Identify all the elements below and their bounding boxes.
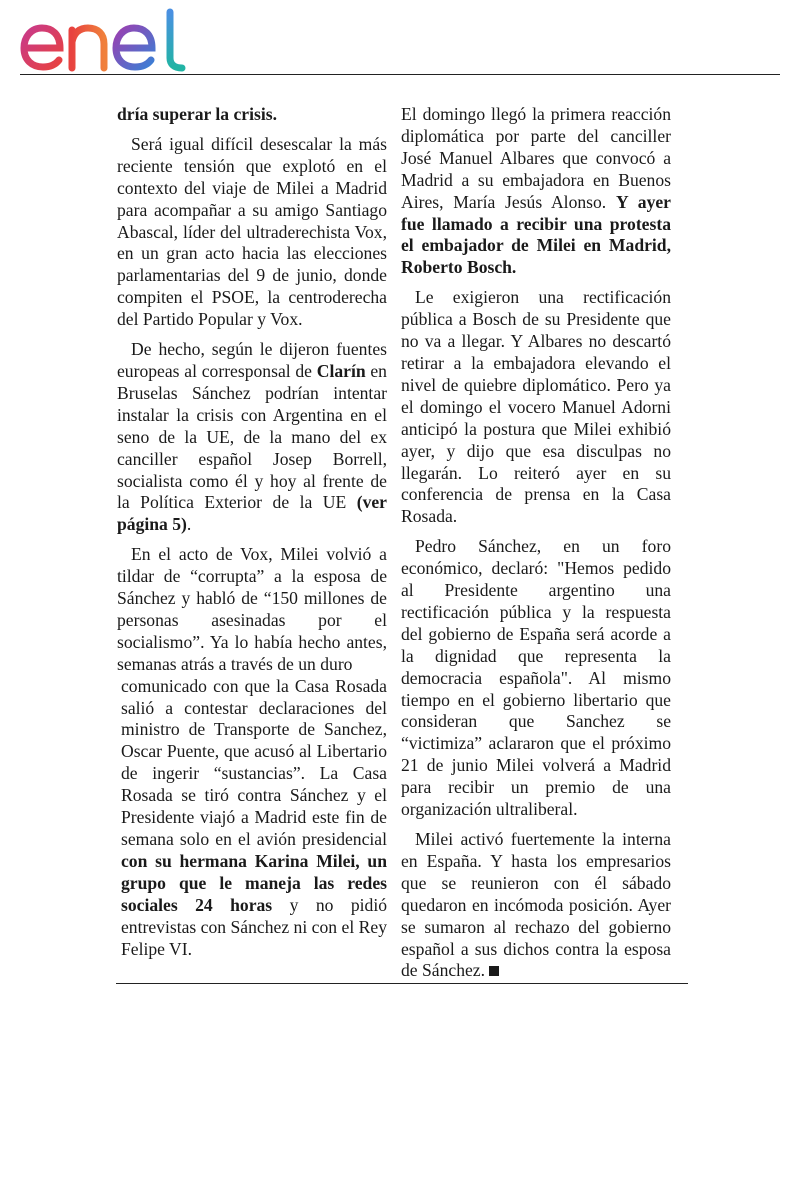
bold-text-run: con su hermana Karina Milei, un grupo que le maneja las redes sociales 24 horas [121, 850, 387, 915]
article-paragraph [401, 104, 671, 279]
text-run: El domingo llegó la primera reacción diplomática por parte del canciller José Manuel Albares que convocó a Madrid a su embajadora en Buenos Aires, María Jesús Alonso. [401, 104, 671, 212]
text-run: . [186, 514, 192, 535]
bold-text-run: Clarín [316, 360, 366, 381]
article-paragraph [117, 339, 387, 536]
text-run: De hecho, según le dijeron fuentes europeas al corresponsal de [117, 339, 387, 381]
article-column-left [117, 104, 387, 960]
text-run: y no pidió entrevistas con Sánchez ni con el Rey Felipe VI. [121, 894, 387, 959]
article-paragraph [401, 536, 671, 821]
article-paragraph [117, 544, 387, 675]
end-of-article-square-icon [489, 966, 499, 976]
bold-text-run: (ver página 5) [117, 492, 387, 535]
enel-logo [20, 6, 192, 72]
header-rule [20, 74, 780, 75]
article-column-right [401, 104, 671, 982]
text-run: en Bruselas Sánchez podrían intentar instalar la crisis con Argentina en el seno de la UE, de la mano del ex canciller español Josep Borrell, socialista como él y hoy al frente de la Política Exterior de la UE [117, 360, 387, 513]
article-paragraph [117, 676, 387, 961]
article-paragraph [401, 287, 671, 528]
article-paragraph [401, 829, 671, 982]
text-run: Será igual difícil desescalar la más reciente tensión que explotó en el contexto del viaje de Milei a Madrid para acompañar a su amigo Santiago Abascal, líder del ultraderechista Vox, en un gran acto hacia las elecciones parlamentarias del 9 de junio, donde compiten el PSOE, la centroderecha del Partido Popular y Vox. [117, 133, 387, 330]
bold-text-run: dría superar la crisis. [117, 104, 277, 124]
footer-rule [116, 983, 688, 984]
bold-text-run: Y ayer fue llamado a recibir una protesta el embajador de Milei en Madrid, Roberto Bosch. [401, 191, 671, 278]
article-paragraph [117, 134, 387, 331]
text-run: En el acto de Vox, Milei volvió a tildar de “corrupta” a la esposa de Sánchez y habló de “150 millones de personas asesinadas por el socialismo”. Ya lo había hecho antes, semanas atrás a través de un duro [117, 544, 387, 674]
text-run: comunicado con que la Casa Rosada salió a contestar declaraciones del ministro de Transporte de Sanchez, Oscar Puente, que acusó al Libertario de ingerir “sustancias”. La Casa Rosada se tiró contra Sánchez y el Presidente viajó a Madrid este fin de semana solo en el avión presidencial [121, 675, 387, 849]
text-run: Milei activó fuertemente la interna en España. Y hasta los empresarios que se reunieron con él sábado quedaron en incómoda posición. Ayer se sumaron al rechazo del gobierno español a sus dichos contra la esposa de Sánchez. [401, 829, 671, 981]
article-paragraph [117, 104, 387, 126]
text-run: Le exigieron una rectificación pública a Bosch de su Presidente que no va a llegar. Y Albares no descartó retirar a la embajadora elevando el nivel de quiebre diplomático. Pero ya el domingo el vocero Manuel Adorni anticipó la postura que Milei exhibió ayer, y dijo que esa disculpas no llegarán. Lo reiteró ayer en su conferencia de prensa en la Casa Rosada. [401, 287, 671, 527]
text-run: Pedro Sánchez, en un foro económico, declaró: "Hemos pedido al Presidente argentino una rectificación pública y la respuesta del gobierno de España será acorde a la dignidad que representa la democracia española". Al mismo tiempo en el gobierno libertario que consideran que Sanchez se “victimiza” aclararon que el próximo 21 de junio Milei volverá a Madrid para recibir un premio de una organización ultraliberal. [401, 536, 671, 820]
